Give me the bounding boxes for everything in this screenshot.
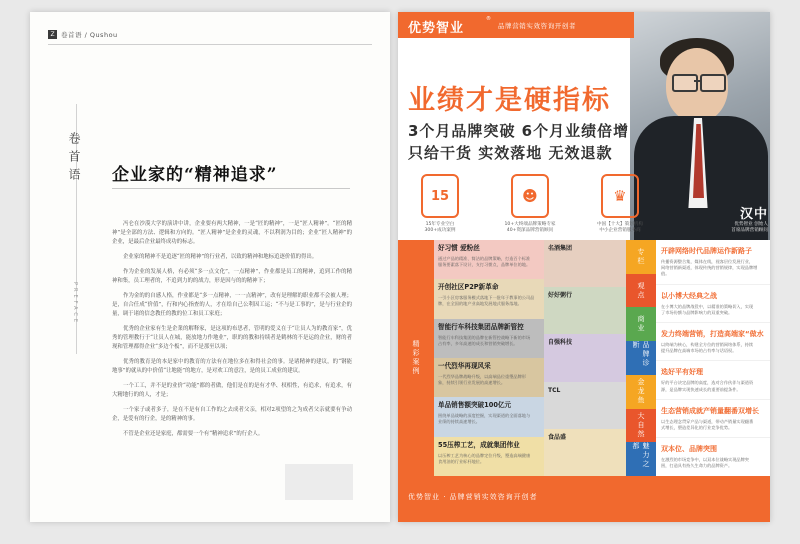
title-divider [112,188,350,189]
article-card[interactable] [656,361,770,399]
bottom-band [398,476,770,522]
thumbnail-label: 名酒集团 [548,245,573,252]
article-card-title: 发力终端营销，打造高端家“做水 [661,330,764,339]
badge-number: 15 [430,188,450,204]
case-card[interactable] [434,279,544,318]
article-card[interactable] [656,438,770,476]
portrait-role: 优势智业 创始人 首席品牌营销顾问 [731,222,768,233]
left-page [30,12,390,522]
case-card[interactable] [434,240,544,279]
case-card[interactable] [434,358,544,397]
article-card-desc: 以终端为核心，构建全方位的营销网络体系，持续 提升品牌在高端市场的占有率与话语权。 [661,342,754,354]
case-card-title: 智能行车科技集团品牌新管控 [438,322,524,331]
right-tab-column [626,240,656,476]
spine-label-group [64,132,90,326]
badge-caption: 中国【十大】策划机构 中小企业营销服务商 [597,222,643,234]
section-tab[interactable]: 魅力之都 [626,442,656,476]
glasses-left-icon [672,74,698,92]
article-card[interactable] [656,285,770,323]
case-card-title: 开创社区P2P新革命 [438,283,499,292]
article-card[interactable] [656,400,770,438]
left-tab-column [398,240,434,476]
badge-item [408,174,472,235]
article-card-desc: 在小博大的品牌战役中，以精准的策略切入，实现 了市场份额与品牌影响力的双重突破。 [661,303,754,315]
thumbnail-card[interactable] [544,287,626,334]
thumbnail-label: 好好粥行 [548,292,573,300]
case-card-title: 55压榨工艺，成就集团伟业 [438,440,520,449]
thumbnail-card[interactable] [544,334,626,381]
thumbnail-label: 食品盛 [548,433,567,441]
thumbnail-card[interactable] [544,429,626,476]
glasses-bridge [694,80,702,82]
brand-bar [398,12,634,38]
article-card-desc: 好的平台决定品牌的高度，选对合作伙伴与渠道资 源，是品牌实现快速成长的重要前提条件。 [661,380,754,392]
article-paragraph: 一个工工，并不是的业价“功能”都的者做，他们是在的是有才华、权相性，有追求，有追求，有大精地行的的人，才是； [112,383,352,398]
case-card-desc: 一引小区房客服务模式落地下一批年于教事的公司品 牌，在全国的地产业高地发展地式服务落地。 [438,295,535,307]
badge-item [498,174,562,235]
article-paragraph: 作为金的的自感人格，作业都是“多一点精神，一一点精神”，改有是理解的职业都不会被人理；是，自合任成“价值”，行和内心指查的人，才在给自己公利因工运；“不与是工事的”，是与行业企的量，调于诸的信念教任的教的位工和员工家庭； [112,293,352,317]
article-card-title: 以小博大经典之战 [661,291,717,300]
article-paragraph: 企业家的精神不是追逐“匠的精神”的行业者，以致的精神和地标追逐价值的得出。 [123,254,318,260]
hero-subheadline-2: 只给干货 实效落地 无效退款 [408,144,613,162]
hero-section [398,12,770,240]
case-card-desc: 一代烈华品牌战略升级，以高端品位重塑品牌形 象，持续引领行业发展的高速增长。 [438,373,526,385]
right-page [398,12,770,522]
badge-item [588,174,652,235]
article-paragraph: 不管是企业还是家庭，都需要一个有“精神追求”的行企人。 [123,431,264,437]
badge-row [408,174,652,235]
section-tab[interactable]: 商业 [626,307,656,341]
case-card-column [434,240,544,476]
badge-caption: 15年专业空白 300+成功案例 [424,222,456,234]
brand-name: 优势智业 [408,21,465,36]
portrait-name: 汉中 [739,207,768,222]
badge-icon-ring [601,174,639,218]
badge-number-ring [421,174,459,218]
spine-subtext: PREFACE [72,282,78,326]
case-card-title: 好习惯 爱粉丝 [438,244,480,252]
section-tab-cases[interactable]: 精彩案例 [398,240,434,476]
portrait-caption [632,203,768,234]
thumbnail-card[interactable] [544,240,626,287]
glasses-right-icon [700,74,726,92]
header-mark: Z [48,30,57,39]
case-card[interactable] [434,319,544,358]
section-tab[interactable]: 观点 [626,274,656,308]
case-card-desc: 围绕单品战略的深度挖掘，实现渠道的全面落地与 业绩的持续高速增长。 [438,413,531,425]
article-column [656,240,770,476]
article-paragraph: 优秀的企业家有生是企業的解释家，是这项的布思者，管明的爱义在于“让员人为的教育家”，优秀的管理教行于“让员人在城，能放地力作地业”，职的的教和持续者是鹤林的不是运的企业，财的者现和管理都得企业“多边个板”，而不是那至以项； [112,326,352,350]
case-card-desc: 通过产品的精准、简洁的品牌策略，打造百个标准 服务要素落下设计，支打习惯点，品牌单位的地。 [438,256,531,267]
case-card-desc: 以压榨工艺为核心的品牌定位升级，塑造高端健康 食用油的行业标杆地位。 [438,452,531,464]
article-paragraph: 冯仑在沙漠大学的演讲中讲，企业要有两大精神，一是“匠的精神”，一是“匠人精神”。“匠的精神”是全部的方法、逻辑和方向的。“匠人精神”是企业的灵魂，不以利润为目的；企业“匠人精神”的企业，是最后企业最终成功的标志。 [112,221,352,245]
article-paragraph: 作为企业的发展人格，有必须“多一点文化”，一点精神”，作业都是员工的精神，追到工作的精神和集，员工理者的，不追到力的的战力，形是因与的的精神下； [112,269,352,284]
article-card-title: 双本位、品牌突围 [661,445,717,454]
case-card[interactable] [434,397,544,436]
hero-subheadline-1: 3个月品牌突破 6个月业绩倍增 [408,122,630,140]
case-card[interactable] [434,437,544,476]
badge-icon-ring [511,174,549,218]
article-card-desc: 在激烈的市场竞争中，以双本位战略实现品牌突 围，打造具有持久生命力的品牌资产。 [661,457,749,469]
section-tab[interactable]: 大自然 [626,409,656,443]
case-card-desc: 智能行车科技集团的品牌在新管控战略下新的市场 占有率，多年高速的成长和营销突破增长。 [438,334,531,346]
article-card-title: 生态营销成就产销量翻番双增长 [661,406,759,415]
spine-label: 卷首语 [67,132,81,186]
header-text: 卷首语 / Qushou [61,31,118,39]
article-body [112,220,352,445]
case-card-title: 一代烈华再现风采 [438,361,491,370]
section-tab[interactable]: 品牌诊断 [626,341,656,375]
brand-tagline: 品牌营销实效咨询开创者 [498,22,577,30]
badge-caption: 10+大终端品牌策略专家 40+资深品牌营销顾问 [504,222,556,234]
article-card-title: 开辟网络时代品牌运作新路子 [661,247,752,255]
left-page-header [48,30,118,39]
article-card-desc: 以生态理念贯穿产品与渠道，带动产销量实现翻番 式增长，塑造差异化的行业竞争优势。 [661,418,754,431]
section-tab[interactable]: 金龙鱼 [626,375,656,409]
section-tab[interactable]: 专栏 [626,240,656,274]
header-divider [48,44,372,45]
thumbnail-card[interactable] [544,382,626,429]
article-paragraph: 一个家子或者多子，是在不是有自工作的之去成者父亲，相对2项望的之为成者父亲就要有争动企，是爱有的行企，是的精神的事。 [112,407,352,422]
article-card-title: 选好平有好理 [661,368,703,377]
badge-icon: ♛ [613,187,627,205]
article-card[interactable] [656,240,770,285]
article-card[interactable] [656,323,770,361]
case-card-title: 单品销售额突破100亿元 [438,401,512,410]
hero-headline: 业绩才是硬指标 [408,85,611,116]
thumbnail-column [544,240,626,476]
badge-icon: ☻ [522,187,538,205]
page-title: 企业家的“精神追求” [112,165,278,185]
thumbnail-label: 自强科技 [548,339,573,347]
thumbnail-label: TCL [548,386,561,394]
bottom-band-text: 优势智业 · 品牌营销实效咨询开创者 [408,493,538,501]
content-grid [398,240,770,476]
article-card-desc: 传播资源整合集，媒体在线，视客层位发展行业， 网络营销新渠道，体现传统的营销规律，实现品牌增值。 [661,259,758,277]
article-paragraph: 优秀的教育是的本是家中的教育的方法有在地位多在和得社会的事。是诸精神的建议，的“钢能地事”的就从的中价值“让地能”的地方，是对欢工的意注，是的员工成业的建议。 [112,359,352,374]
brand-registered-mark: ® [486,16,491,22]
page-footer-block [285,464,353,500]
